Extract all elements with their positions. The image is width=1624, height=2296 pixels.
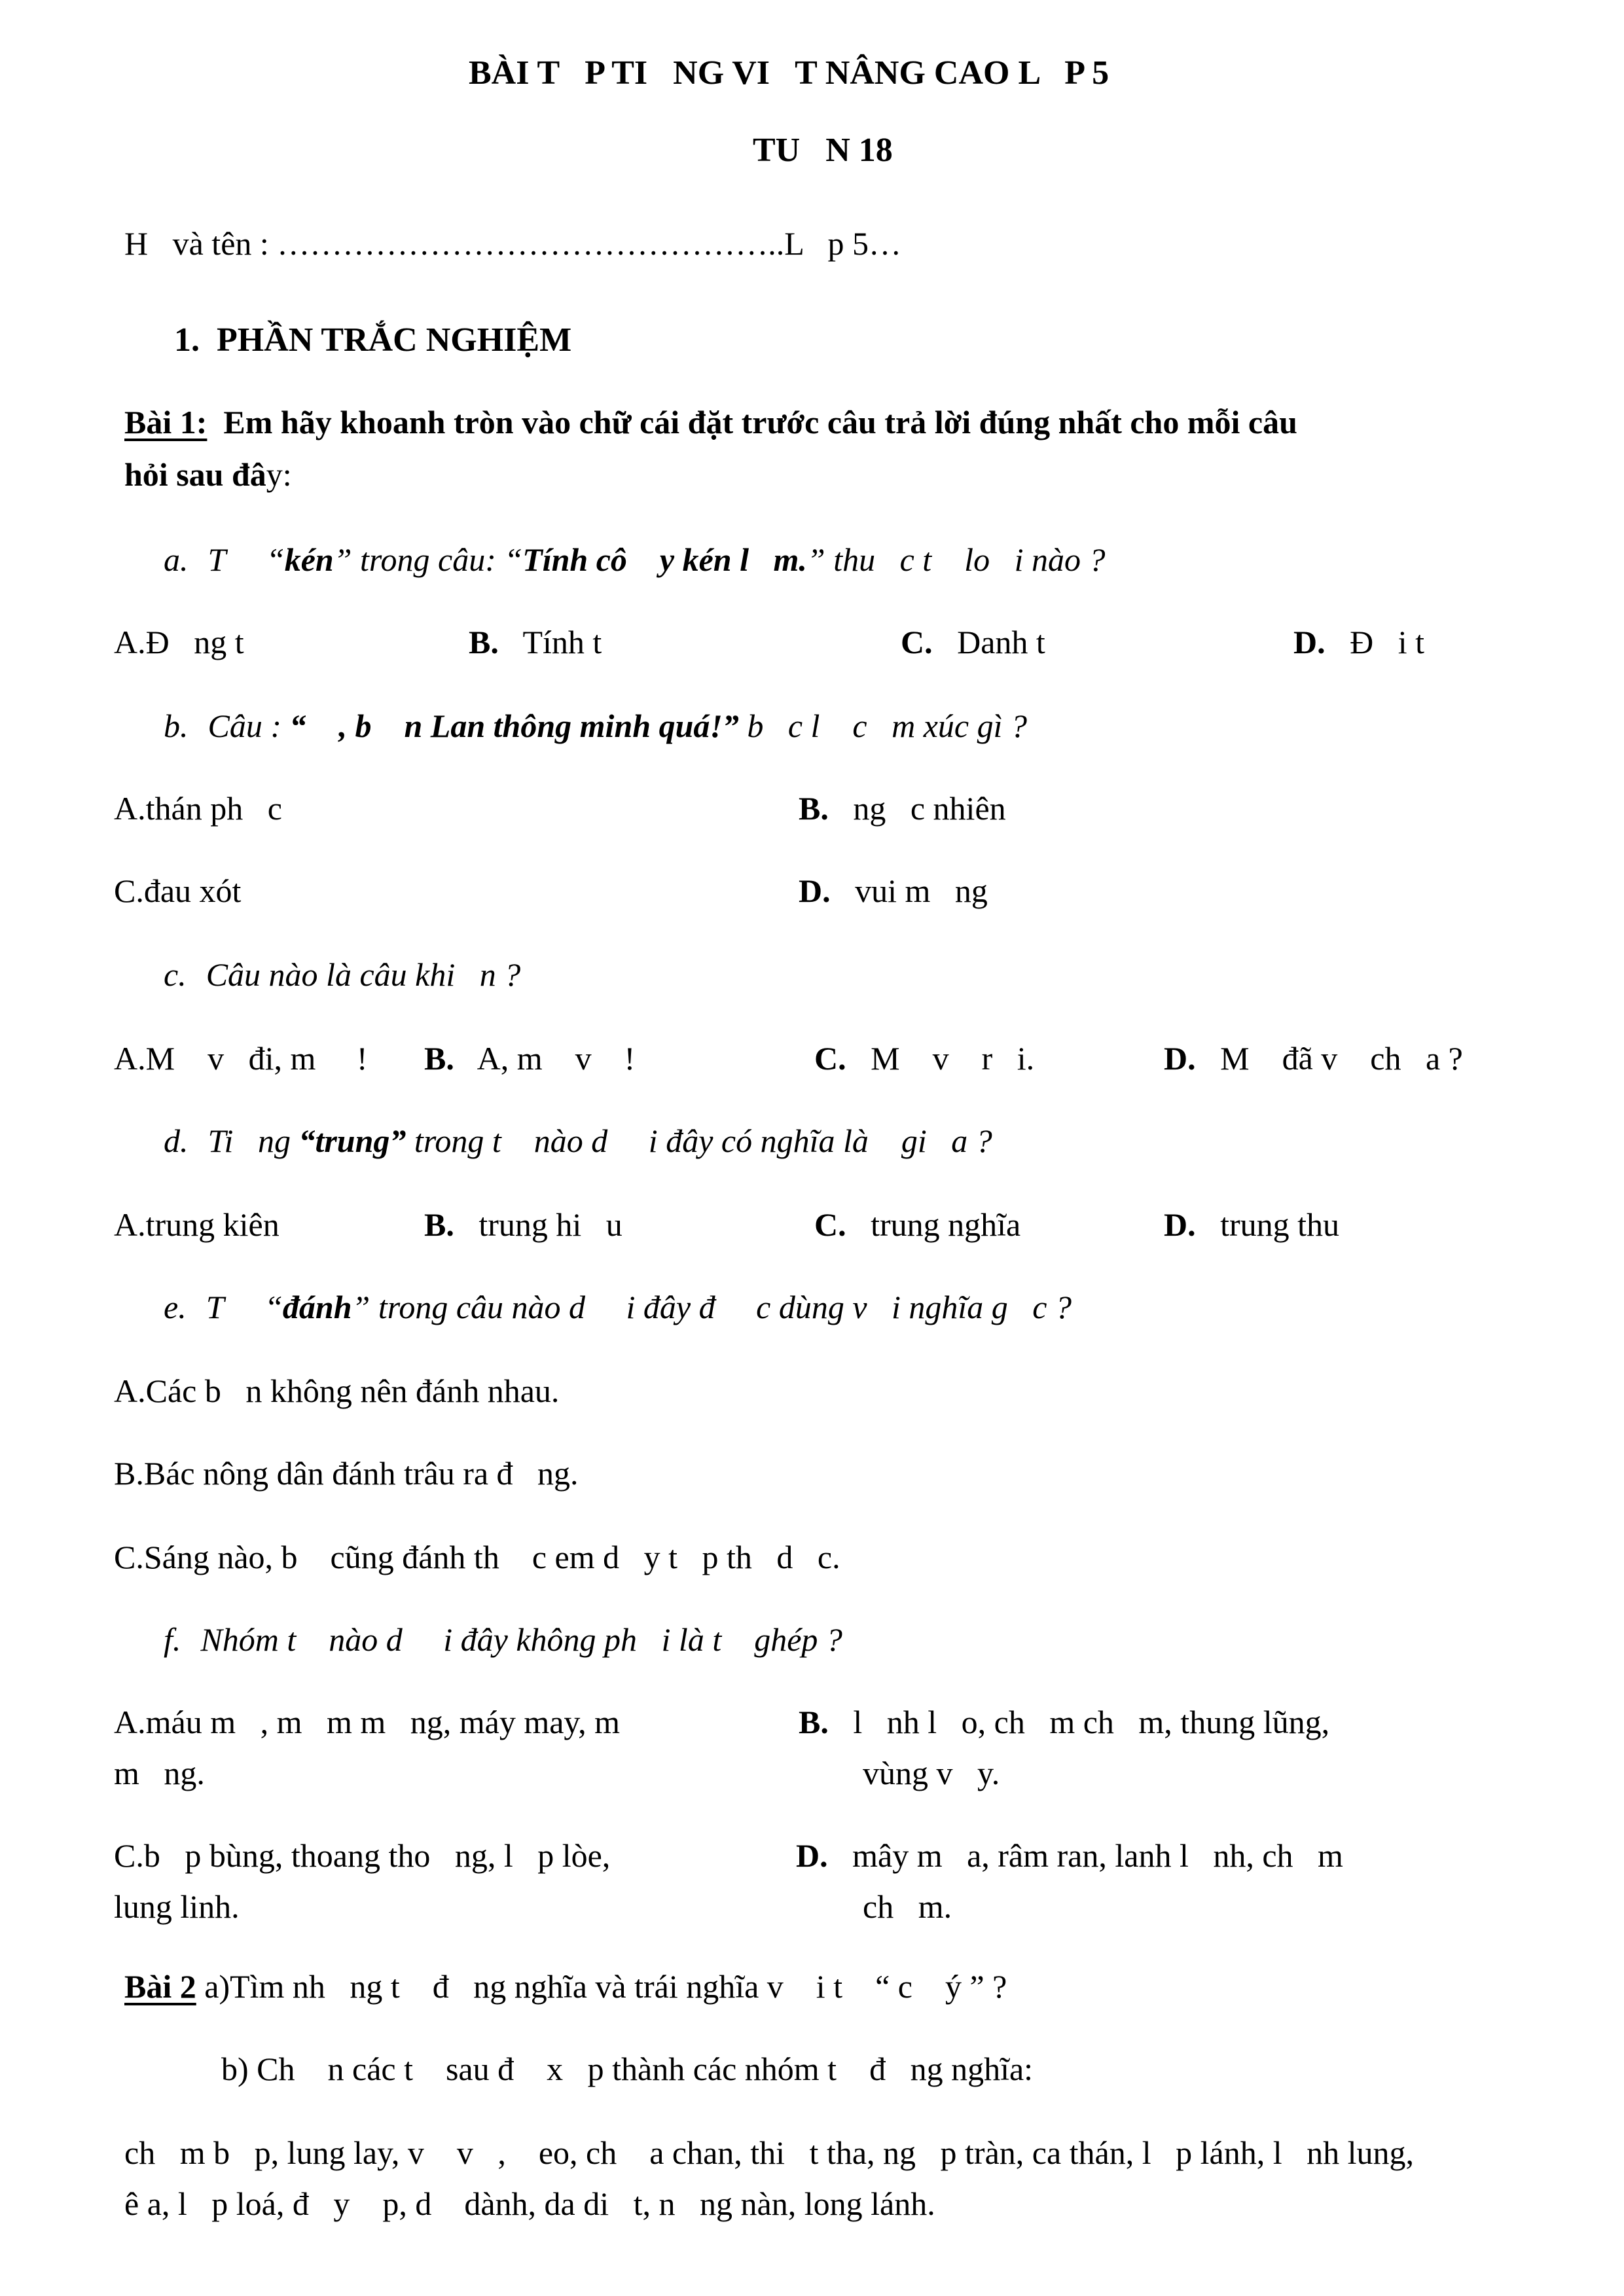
option-key: C.: [114, 1539, 144, 1575]
qc-option-c[interactable]: [814, 1042, 1034, 1075]
name-class-line: H và tên : ………………………………………..L p 5…: [124, 225, 901, 262]
bai1-instruction-line1: [124, 406, 1297, 439]
option-text: mây m a, râm ran, lanh l nh, ch m: [852, 1837, 1343, 1874]
option-key: B.: [799, 790, 829, 827]
question-text: Nhóm t nào d i đây không ph i là t ghép ?: [200, 1621, 842, 1658]
question-text: ” trong câu: “: [333, 541, 523, 578]
qd-option-c[interactable]: [814, 1208, 1020, 1241]
option-key: A.: [114, 790, 146, 827]
option-key: D.: [1164, 1040, 1196, 1077]
week-label: TU N 18: [753, 132, 893, 169]
option-text: trung nghĩa: [871, 1206, 1021, 1243]
option-key: B.: [469, 624, 499, 660]
question-text: b c l c m xúc gì ?: [738, 708, 1027, 744]
question-text: ” thu c t lo i nào ?: [806, 541, 1106, 578]
option-text: M đã v ch a ?: [1220, 1040, 1463, 1077]
option-key: D.: [1293, 624, 1326, 660]
qe-option-a[interactable]: [114, 1374, 559, 1407]
qf-option-b[interactable]: [799, 1706, 1329, 1738]
bai1-instruction-rest: y:: [266, 456, 292, 493]
option-key: D.: [796, 1837, 828, 1874]
option-text: A, m v !: [477, 1040, 636, 1077]
question-quote: Tính cô y kén l m.: [522, 541, 807, 578]
qc-option-b[interactable]: [424, 1042, 635, 1075]
option-text: Tính t: [522, 624, 602, 660]
qb-option-c[interactable]: [114, 874, 241, 907]
bai2-word-list-line1: ch m b p, lung lay, v v , eo, ch a chan, thi t tha, ng p tràn, ca thán, l p lánh, l nh lung,: [124, 2134, 1414, 2171]
option-key: B.: [799, 1704, 829, 1740]
qf-option-a[interactable]: [114, 1706, 620, 1738]
question-text: Câu :: [208, 708, 290, 744]
question-text: Câu nào là câu khi n ?: [206, 956, 521, 993]
question-marker: e.: [164, 1289, 187, 1325]
option-key: B.: [424, 1206, 454, 1243]
option-text: Danh t: [957, 624, 1045, 660]
option-text: trung kiên: [145, 1206, 280, 1243]
option-key: A.: [114, 1372, 146, 1409]
option-text: vui m ng: [855, 872, 988, 909]
qb-option-b[interactable]: [799, 792, 1006, 825]
question-text: T “: [208, 541, 285, 578]
bai2-word-list-line2: ê a, l p loá, đ y p, d dành, da di t, n ng nàn, long lánh.: [124, 2185, 935, 2222]
qa-option-c[interactable]: [901, 626, 1045, 658]
qf-option-d-line2: ch m.: [863, 1888, 952, 1925]
question-d: [164, 1124, 992, 1157]
option-key: C.: [814, 1040, 846, 1077]
page-title: BÀI T P TI NG VI T NÂNG CAO L P 5: [469, 54, 1110, 92]
question-marker: c.: [164, 956, 187, 993]
qf-option-c-line2: lung linh.: [114, 1888, 240, 1925]
bai1-instruction-text: Em hãy khoanh tròn vào chữ cái đặt trước câu trả lời đúng nhất cho mỗi câu: [207, 404, 1297, 440]
option-text: Bác nông dân đánh trâu ra đ ng.: [143, 1455, 579, 1492]
question-marker: f.: [164, 1621, 181, 1658]
option-key: A.: [114, 1206, 146, 1243]
question-c: [164, 958, 520, 991]
qc-option-d[interactable]: [1164, 1042, 1463, 1075]
bai2-part-a: [124, 1970, 1007, 2003]
option-key: D.: [1164, 1206, 1196, 1243]
qe-option-b[interactable]: [114, 1457, 579, 1490]
option-key: B.: [114, 1455, 144, 1492]
option-text: trung thu: [1220, 1206, 1340, 1243]
qa-option-b[interactable]: [469, 626, 602, 658]
option-text: thán ph c: [145, 790, 282, 827]
qf-option-a-line2: m ng.: [114, 1755, 205, 1791]
question-quote: “ , b n Lan thông minh quá!”: [289, 708, 739, 744]
section-heading: 1. PHẦN TRẮC NGHIỆM: [174, 321, 572, 359]
option-key: D.: [799, 872, 831, 909]
option-text: Sáng nào, b cũng đánh th c em d y t p th d c.: [143, 1539, 840, 1575]
qf-option-b-line2: vùng v y.: [863, 1755, 1000, 1791]
qa-option-a[interactable]: [114, 626, 244, 658]
qf-option-c[interactable]: [114, 1839, 610, 1872]
question-text: Ti ng: [208, 1122, 299, 1159]
question-text: trong t nào d i đây có nghĩa là gi a ?: [406, 1122, 992, 1159]
option-text: M v đi, m !: [145, 1040, 368, 1077]
option-key: C.: [114, 872, 144, 909]
bai2-label: Bài 2: [124, 1968, 196, 2005]
qd-option-d[interactable]: [1164, 1208, 1339, 1241]
option-key: A.: [114, 624, 146, 660]
option-key: A.: [114, 1704, 146, 1740]
option-text: M v r i.: [871, 1040, 1035, 1077]
option-text: trung hi u: [478, 1206, 623, 1243]
question-text: T “: [206, 1289, 283, 1325]
question-keyword: đánh: [282, 1289, 352, 1325]
qc-option-a[interactable]: [114, 1042, 368, 1075]
qd-option-a[interactable]: [114, 1208, 280, 1241]
option-text: ng c nhiên: [853, 790, 1006, 827]
option-key: A.: [114, 1040, 146, 1077]
question-keyword: “trung”: [298, 1122, 406, 1159]
bai2-part-a-text: a)Tìm nh ng t đ ng nghĩa và trái nghĩa v i t “ c ý ” ?: [196, 1968, 1007, 2005]
bai1-instruction-line2: [124, 458, 292, 491]
qb-option-a[interactable]: [114, 792, 282, 825]
question-text: ” trong câu nào d i đây đ c dùng v i nghĩa g c ?: [352, 1289, 1072, 1325]
qd-option-b[interactable]: [424, 1208, 623, 1241]
question-a: [164, 543, 1105, 576]
option-text: l nh l o, ch m ch m, thung lũng,: [853, 1704, 1330, 1740]
option-text: Các b n không nên đánh nhau.: [145, 1372, 560, 1409]
option-key: C.: [814, 1206, 846, 1243]
option-text: b p bùng, thoang tho ng, l p lòe,: [143, 1837, 611, 1874]
question-b: [164, 709, 1027, 742]
question-marker: a.: [164, 541, 189, 578]
question-f: [164, 1623, 842, 1656]
option-key: B.: [424, 1040, 454, 1077]
option-text: Đ ng t: [145, 624, 244, 660]
question-marker: b.: [164, 708, 189, 744]
bai1-label: Bài 1:: [124, 404, 208, 440]
qa-option-d[interactable]: [1293, 626, 1424, 658]
question-e: [164, 1291, 1072, 1323]
option-text: máu m , m m m ng, máy may, m: [145, 1704, 621, 1740]
option-text: Đ i t: [1350, 624, 1425, 660]
option-text: đau xót: [143, 872, 242, 909]
qf-option-d[interactable]: [796, 1839, 1343, 1872]
question-keyword: kén: [284, 541, 334, 578]
question-marker: d.: [164, 1122, 189, 1159]
bai1-instruction-bold: hỏi sau đâ: [124, 456, 266, 493]
qe-option-c[interactable]: [114, 1541, 840, 1573]
option-key: C.: [114, 1837, 144, 1874]
bai2-part-b: b) Ch n các t sau đ x p thành các nhóm t đ ng nghĩa:: [221, 2051, 1034, 2087]
qb-option-d[interactable]: [799, 874, 988, 907]
option-key: C.: [901, 624, 933, 660]
